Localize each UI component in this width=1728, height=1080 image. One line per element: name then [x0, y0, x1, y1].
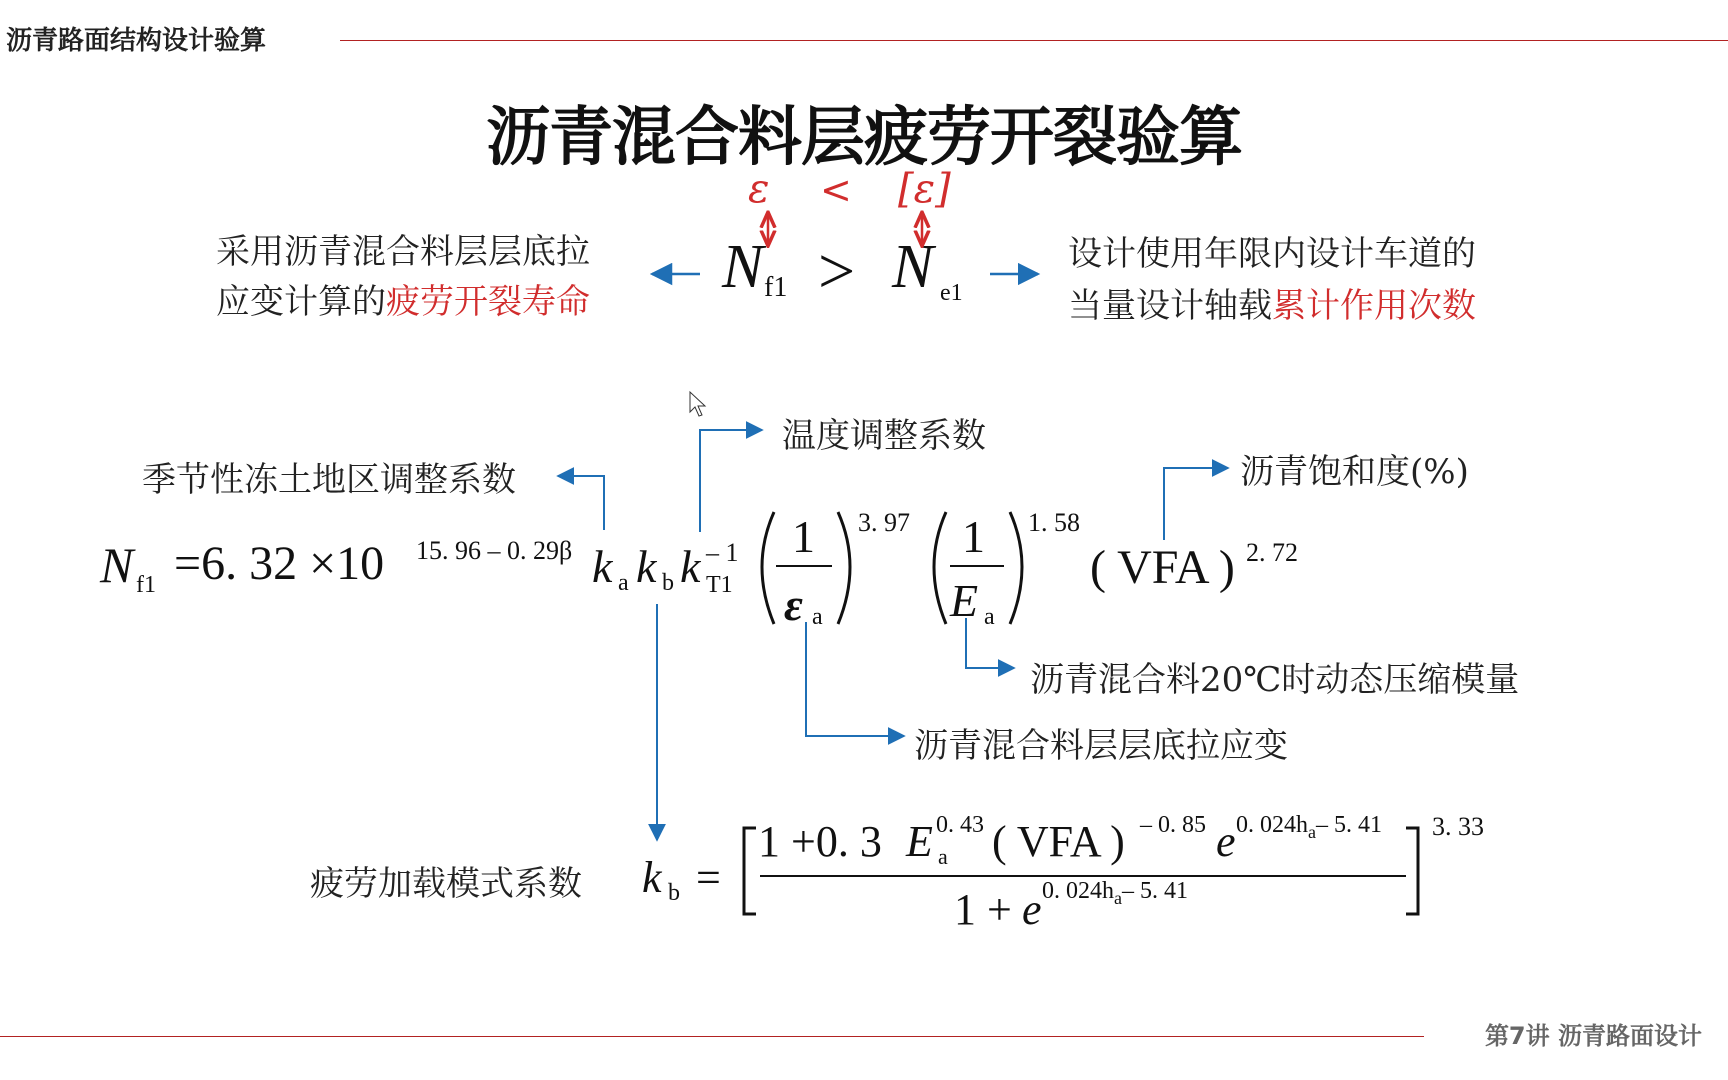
f1-frac2-left-paren	[934, 512, 946, 624]
right-note-line1: 设计使用年限内设计车道的	[1068, 234, 1476, 274]
f1-frac1-exp: 3. 97	[858, 508, 910, 537]
f2-num-e-sub: a	[938, 844, 948, 869]
f2-right-bracket	[1406, 828, 1418, 914]
label-seasonal-coefficient: 季节性冻土地区调整系数	[142, 460, 516, 500]
f1-kt-sub: T1	[706, 572, 733, 598]
left-note-line1: 采用沥青混合料层层底拉	[216, 232, 590, 272]
label-temperature-coefficient: 温度调整系数	[782, 416, 986, 456]
f1-frac1-num: 1	[792, 511, 815, 562]
left-note-highlight: 疲劳开裂寿命	[386, 282, 590, 322]
label-dynamic-modulus: 沥青混合料20℃时动态压缩模量	[1030, 660, 1520, 700]
right-note-highlight: 累计作用次数	[1272, 286, 1476, 326]
handwriting-less-than: <	[820, 168, 852, 212]
f1-frac2-right-paren	[1010, 512, 1022, 624]
f2-num-exp-sub: a	[1308, 821, 1316, 842]
f1-frac2-exp: 1. 58	[1028, 508, 1080, 537]
f1-vfa: ( VFA )	[1090, 541, 1235, 594]
f2-outer-exponent: 3. 33	[1432, 812, 1484, 841]
f2-kb: k	[642, 853, 662, 902]
f1-frac1-eps-sub: a	[812, 604, 823, 630]
slide-title: 沥青混合料层疲劳开裂验算	[486, 101, 1242, 175]
f1-frac2-e: E	[950, 575, 979, 626]
f1-ka-sub: a	[618, 570, 629, 596]
f1-frac1-eps: ε	[784, 579, 803, 630]
f1-kb: k	[636, 541, 657, 592]
f2-num-e-modulus: E	[906, 817, 933, 866]
label-tensile-strain: 沥青混合料层层底拉应变	[914, 726, 1288, 766]
f1-n-sub: f1	[136, 572, 156, 598]
f2-left-bracket	[744, 828, 756, 914]
f2-num-exp-e: e	[1216, 817, 1236, 866]
f1-kb-sub: b	[662, 570, 674, 596]
f1-frac1-right-paren	[838, 512, 850, 624]
arrow-modulus	[966, 618, 1014, 668]
f1-kt-sup: – 1	[706, 538, 739, 567]
handwriting-epsilon: ε	[748, 166, 770, 212]
handwriting-allowed-epsilon: [ε]	[898, 166, 951, 212]
f2-kb-sub: b	[668, 880, 680, 906]
arrow-vfa	[1164, 468, 1228, 540]
f2-equals: =	[696, 853, 721, 902]
f1-ka: k	[592, 541, 613, 592]
f2-den-exp-sub: a	[1114, 887, 1122, 908]
cursor-icon	[690, 392, 705, 416]
f2-num-vfa-exp: – 0. 85	[1140, 812, 1206, 838]
f2-numerator-start: 1 +0. 3	[758, 817, 882, 866]
f1-n: N	[100, 537, 134, 593]
f1-coefficient: =6. 32 ×10	[174, 537, 385, 590]
nf1-subscript: f1	[764, 272, 788, 303]
ne1-subscript: e1	[940, 280, 963, 306]
f2-den-exp-head: 0. 024h	[1042, 878, 1114, 904]
arrow-seasonal	[558, 476, 604, 530]
f1-exponent: 15. 96 – 0. 29β	[416, 536, 573, 565]
label-vfa: 沥青饱和度(%)	[1240, 452, 1469, 492]
arrow-strain	[806, 622, 904, 736]
header-title: 沥青路面结构设计验算	[6, 26, 267, 56]
f1-kt: k	[680, 541, 701, 592]
f2-denominator-start: 1 +	[954, 885, 1012, 934]
f2-num-exp-head: 0. 024h	[1236, 812, 1308, 838]
f1-frac2-num: 1	[962, 511, 985, 562]
arrow-temperature	[700, 430, 762, 532]
ne1-symbol: N	[892, 233, 934, 301]
f2-num-e-sup: 0. 43	[936, 812, 984, 838]
f2-num-vfa: ( VFA )	[992, 817, 1125, 866]
nf1-symbol: N	[722, 233, 764, 301]
f2-num-exp-tail: – 5. 41	[1316, 812, 1382, 838]
left-note-prefix: 应变计算的	[216, 282, 386, 322]
right-note-prefix: 当量设计轴载	[1068, 286, 1272, 326]
label-loading-mode: 疲劳加载模式系数	[310, 864, 582, 904]
f1-vfa-exp: 2. 72	[1246, 538, 1298, 567]
f2-den-exp-tail: – 5. 41	[1122, 878, 1188, 904]
footer-label: 第7讲 沥青路面设计	[1484, 1022, 1702, 1050]
f2-den-exp-e: e	[1022, 885, 1042, 934]
f1-frac1-left-paren	[762, 512, 774, 624]
f1-frac2-e-sub: a	[984, 604, 995, 630]
greater-than-sign: >	[818, 235, 856, 308]
